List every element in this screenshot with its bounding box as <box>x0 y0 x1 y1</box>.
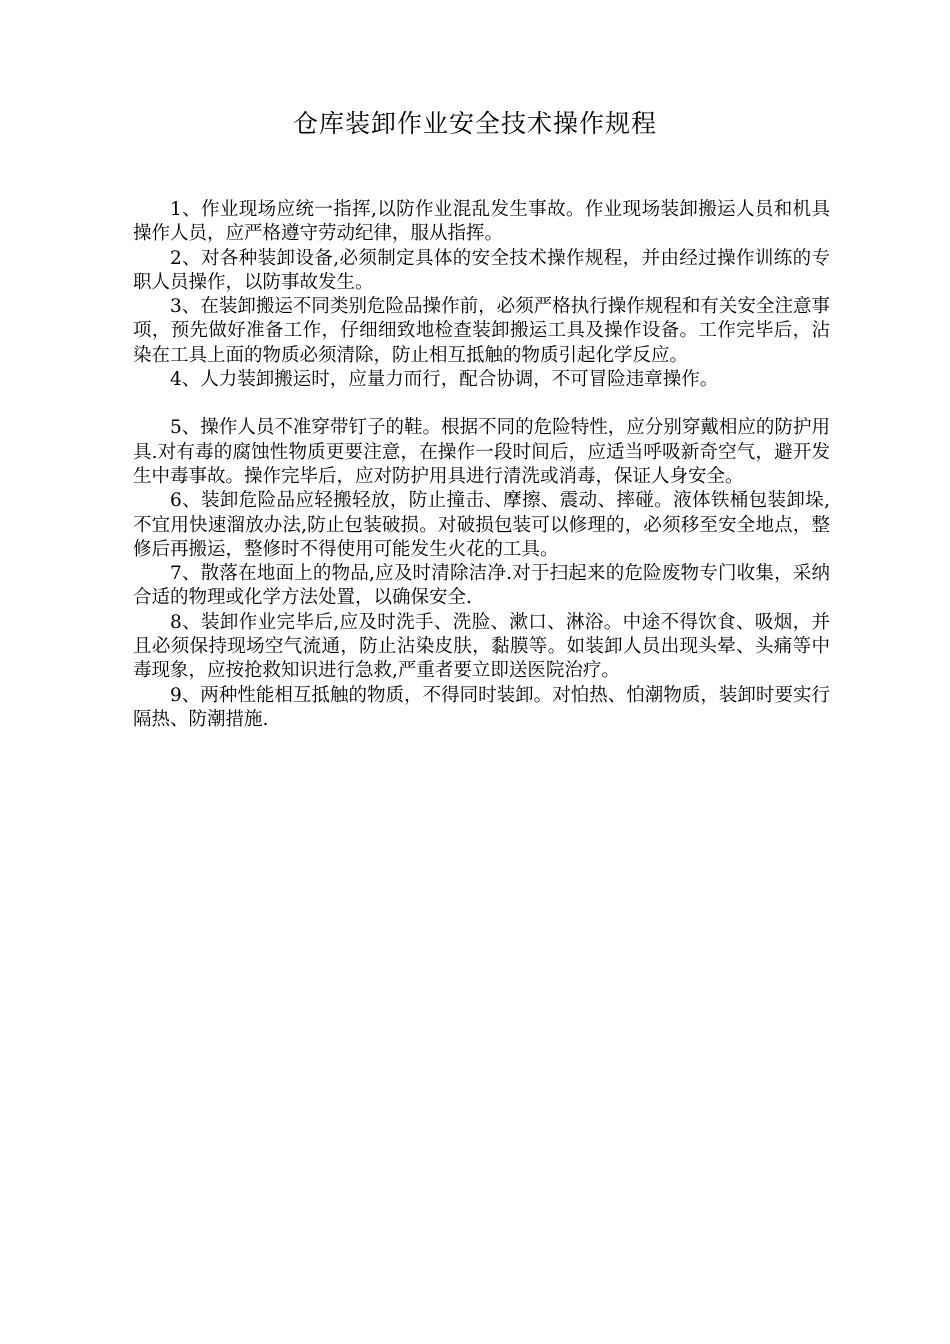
paragraph-8: 8、装卸作业完毕后,应及时洗手、洗脸、漱口、淋浴。中途不得饮食、吸烟，并且必须保持现场空气流通，防止沾染皮肤，黏膜等。如装卸人员出现头晕、头痛等中毒现象，应按抢救知识进行急救,严重者要立即送医院治疗。 <box>133 611 830 682</box>
paragraph-1: 1、作业现场应统一指挥,以防作业混乱发生事故。作业现场装卸搬运人员和机具操作人员，应严格遵守劳动纪律，服从指挥。 <box>133 199 830 245</box>
paragraph-2: 2、对各种装卸设备,必须制定具体的安全技术操作规程，并由经过操作训练的专职人员操作，以防事故发生。 <box>133 247 830 293</box>
paragraph-6: 6、装卸危险品应轻搬轻放，防止撞击、摩擦、震动、摔碰。液体铁桶包装卸垛,不宜用快速溜放办法,防止包装破损。对破损包装可以修理的，必须移至安全地点，整修后再搬运，整修时不得使用可能发生火花的工具。 <box>133 490 830 560</box>
paragraph-9: 9、两种性能相互抵触的物质，不得同时装卸。对怕热、怕潮物质，装卸时要实行隔热、防潮措施. <box>133 684 830 730</box>
paragraph-3: 3、在装卸搬运不同类别危险品操作前，必须严格执行操作规程和有关安全注意事项，预先做好准备工作，仔细细致地检查装卸搬运工具及操作设备。工作完毕后，沾染在工具上面的物质必须清除，防止相互抵触的物质引起化学反应。 <box>133 296 830 366</box>
document-body <box>133 198 830 732</box>
paragraph-7: 7、散落在地面上的物品,应及时清除洁净.对于扫起来的危险废物专门收集，采纳合适的物理或化学方法处置，以确保安全. <box>133 563 830 609</box>
paragraph-5: 5、操作人员不准穿带钉子的鞋。根据不同的危险特性，应分别穿戴相应的防护用具.对有毒的腐蚀性物质更要注意，在操作一段时间后，应适当呼吸新奇空气，避开发生中毒事故。操作完毕后，应对防护用具进行清洗或消毒，保证人身安全。 <box>133 417 830 487</box>
document-title: 仓库装卸作业安全技术操作规程 <box>292 109 657 138</box>
paragraph-4: 4、人力装卸搬运时，应量力而行，配合协调，不可冒险违章操作。 <box>170 369 719 391</box>
